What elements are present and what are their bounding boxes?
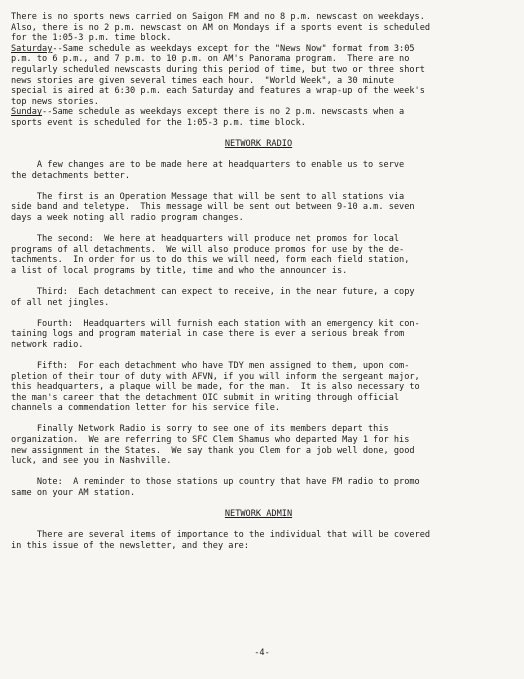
network-radio-paragraph bbox=[11, 361, 506, 414]
text-line: The second: We here at headquarters will produce net promos for local bbox=[11, 234, 400, 245]
text-line: pletion of their tour of duty with AFVN, if you will inform the sergeant major, bbox=[11, 371, 420, 382]
text-line: Fifth: For each detachment who have TDY men assigned to them, upon com- bbox=[11, 360, 410, 371]
text-line: the man's career that the detachment OIC submit in writing through official bbox=[11, 392, 400, 403]
text-line: special is aired at 6:30 p.m. each Saturday and features a wrap-up of the week's bbox=[11, 86, 425, 97]
text-line: network radio. bbox=[11, 339, 84, 350]
network-radio-paragraph bbox=[11, 287, 506, 308]
text-line: the detachments better. bbox=[11, 170, 130, 181]
text-line: same on your AM station. bbox=[11, 487, 136, 498]
text-line: Also, there is no 2 p.m. newscast on AM on Mondays if a sports event is scheduled bbox=[11, 22, 431, 33]
saturday-paragraph bbox=[11, 44, 506, 108]
text-line: organization. We are referring to SFC Clem Shamus who departed May 1 for his bbox=[11, 435, 410, 445]
text-line: news stories are given several times each hour. "World Week", a 30 minute bbox=[11, 75, 394, 86]
network-radio-heading: NETWORK RADIO bbox=[224, 139, 293, 150]
network-radio-paragraph bbox=[11, 160, 506, 181]
network-radio-paragraph bbox=[11, 192, 506, 224]
sunday-paragraph bbox=[11, 107, 506, 128]
text-line: of all net jingles. bbox=[11, 297, 110, 308]
text-line: A few changes are to be made here at headquarters to enable us to serve bbox=[11, 160, 405, 171]
text-line: Note: A reminder to those stations up country that have FM radio to promo bbox=[11, 477, 420, 488]
saturday-first-line: --Same schedule as weekdays except for the "News Now" format from 3:05 bbox=[52, 43, 415, 54]
text-line: programs of all detachments. We will also produce promos for use by the de- bbox=[11, 244, 405, 255]
text-line: channels a commendation letter for his service file. bbox=[11, 403, 281, 414]
network-radio-paragraph bbox=[11, 234, 506, 276]
intro-paragraph bbox=[11, 12, 506, 44]
saturday-label: Saturday bbox=[11, 43, 53, 54]
network-radio-paragraph bbox=[11, 424, 506, 466]
page-number: -4- bbox=[254, 648, 270, 658]
text-line: days a week noting all radio program changes. bbox=[11, 213, 244, 223]
text-line: in this issue of the newsletter, and they are: bbox=[11, 540, 249, 551]
text-line: for the 1:05-3 p.m. time block. bbox=[11, 33, 172, 44]
text-line: taining logs and program material in case there is ever a serious break from bbox=[11, 329, 405, 340]
text-line: top news stories. bbox=[11, 96, 99, 107]
network-admin-paragraph bbox=[11, 530, 506, 551]
text-line: sports event is scheduled for the 1:05-3 p.m. time block. bbox=[11, 117, 306, 128]
network-admin-heading: NETWORK ADMIN bbox=[224, 508, 293, 519]
text-line: new assignment in the States. We say thank you Clem for a job well done, good bbox=[11, 445, 415, 456]
text-line: luck, and see you in Nashville. bbox=[11, 456, 172, 467]
text-line: Finally Network Radio is sorry to see one of its members depart this bbox=[11, 424, 389, 435]
text-line: tachments. In order for us to do this we will need, form each field station, bbox=[11, 255, 410, 266]
text-line: regularly scheduled newscasts during this period of time, but two or three short bbox=[11, 64, 425, 75]
network-radio-paragraph bbox=[11, 477, 506, 498]
text-line: The first is an Operation Message that will be sent to all stations via bbox=[11, 191, 405, 202]
text-line: a list of local programs by title, time and who the announcer is. bbox=[11, 265, 348, 276]
text-line: Third: Each detachment can expect to receive, in the near future, a copy bbox=[11, 286, 415, 297]
sunday-first-line: --Same schedule as weekdays except there is no 2 p.m. newscasts when a bbox=[42, 107, 405, 118]
text-line: Fourth: Headquarters will furnish each station with an emergency kit con- bbox=[11, 318, 420, 329]
network-radio-paragraph bbox=[11, 319, 506, 351]
text-line bbox=[11, 44, 506, 55]
text-line: side band and teletype. This message will be sent out between 9-10 a.m. seven bbox=[11, 202, 415, 213]
sunday-label: Sunday bbox=[11, 107, 43, 118]
text-line: p.m. to 6 p.m., and 7 p.m. to 10 p.m. on AM's Panorama program. There are no bbox=[11, 54, 410, 65]
text-line bbox=[11, 107, 506, 118]
text-line: this headquarters, a plaque will be made, for the man. It is also necessary to bbox=[11, 382, 420, 393]
text-line: There are several items of importance to the individual that will be covered bbox=[11, 530, 431, 541]
text-line: There is no sports news carried on Saigon FM and no 8 p.m. newscast on weekdays. bbox=[11, 12, 425, 22]
